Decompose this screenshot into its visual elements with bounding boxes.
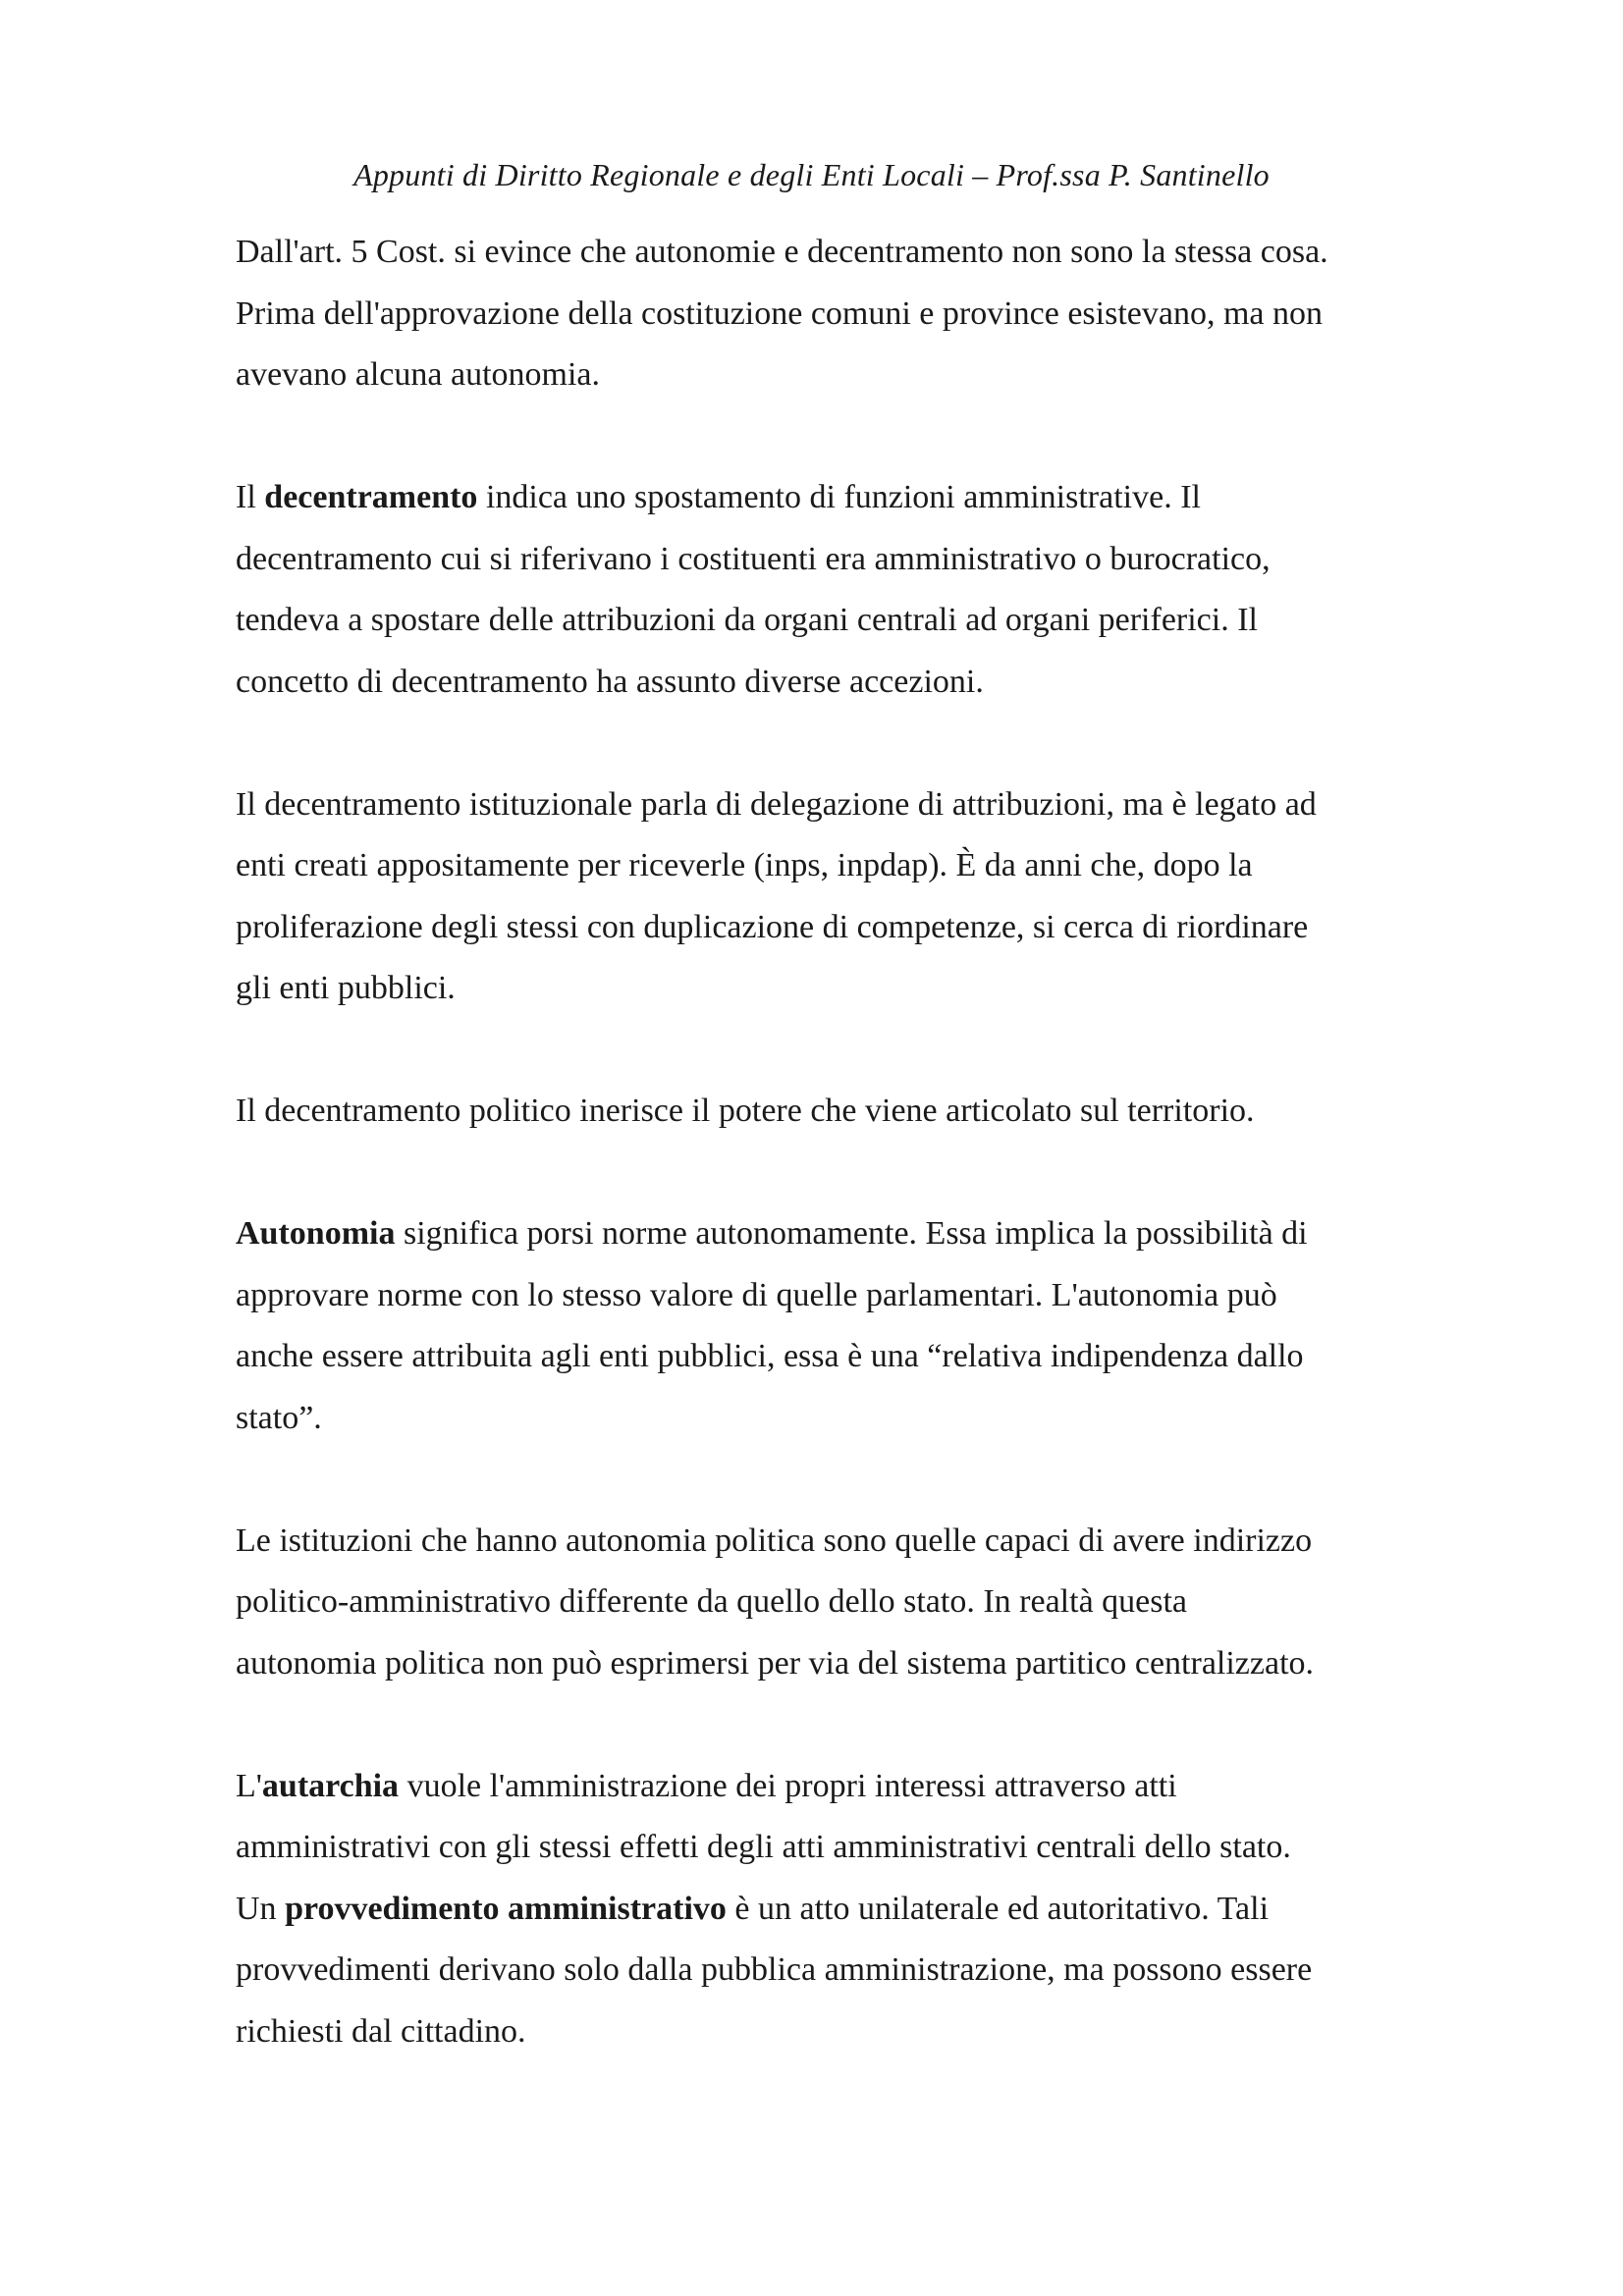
text-line <box>236 467 1414 529</box>
paragraph-decentramento <box>236 467 1414 713</box>
header-title: Appunti di Diritto Regionale e degli Enti Locali – Prof.ssa P. Santinello <box>353 157 1270 192</box>
text-line: Le istituzioni che hanno autonomia politica sono quelle capaci di avere indirizzo <box>236 1522 1313 1559</box>
text-line: decentramento cui si riferivano i costituenti era amministrativo o burocratico, <box>236 540 1271 577</box>
text-run: Un <box>236 1890 286 1927</box>
paragraph-autonomie-decentramento <box>236 222 1414 406</box>
term-autonomia: Autonomia <box>236 1215 396 1252</box>
text-run: indica uno spostamento di funzioni amministrative. Il <box>477 479 1201 515</box>
document-body <box>236 222 1414 2124</box>
text-line: enti creati appositamente per riceverle (inps, inpdap). È da anni che, dopo la <box>236 847 1253 883</box>
text-run: vuole l'amministrazione dei propri interessi attraverso atti <box>399 1767 1177 1804</box>
text-run: Il <box>236 479 265 515</box>
text-line: avevano alcuna autonomia. <box>236 356 601 393</box>
text-line: Il decentramento istituzionale parla di delegazione di attribuzioni, ma è legato ad <box>236 785 1317 823</box>
term-autarchia: autarchia <box>261 1767 400 1804</box>
term-provvedimento-amministrativo: provvedimento amministrativo <box>285 1890 727 1927</box>
paragraph-autonomia <box>236 1203 1414 1449</box>
text-line: tendeva a spostare delle attribuzioni da organi centrali ad organi periferici. Il <box>236 602 1258 638</box>
paragraph-decentramento-istituzionale <box>236 774 1414 1020</box>
text-line: Prima dell'approvazione della costituzione comuni e province esistevano, ma non <box>236 294 1324 332</box>
text-run: è un atto unilaterale ed autoritativo. Tali <box>726 1890 1270 1927</box>
text-line: politico-amministrativo differente da quello dello stato. In realtà questa <box>236 1583 1188 1620</box>
paragraph-autarchia <box>236 1756 1414 2063</box>
page-header <box>0 155 1623 194</box>
text-line: autonomia politica non può esprimersi per via del sistema partitico centralizzato. <box>236 1644 1315 1682</box>
text-line: Il decentramento politico inerisce il potere che viene articolato sul territorio. <box>236 1093 1255 1129</box>
text-line: Dall'art. 5 Cost. si evince che autonomie e decentramento non sono la stessa cosa. <box>236 234 1328 270</box>
text-run: significa porsi norme autonomamente. Essa implica la possibilità di <box>395 1215 1308 1252</box>
text-line: gli enti pubblici. <box>236 970 456 1006</box>
text-line: stato”. <box>236 1399 322 1436</box>
text-line <box>236 1203 1414 1265</box>
text-line <box>236 1879 1414 1941</box>
text-line: amministrativi con gli stessi effetti degli atti amministrativi centrali dello stato. <box>236 1829 1291 1865</box>
text-line <box>236 1756 1414 1818</box>
text-line: provvedimenti derivano solo dalla pubblica amministrazione, ma possono essere <box>236 1951 1313 1988</box>
paragraph-autonomia-politica <box>236 1511 1414 1695</box>
text-line: concetto di decentramento ha assunto diverse accezioni. <box>236 663 984 700</box>
text-line: richiesti dal cittadino. <box>236 2012 526 2050</box>
term-decentramento: decentramento <box>264 479 478 515</box>
paragraph-decentramento-politico <box>236 1081 1414 1143</box>
text-run: L' <box>236 1767 262 1804</box>
text-line: approvare norme con lo stesso valore di quelle parlamentari. L'autonomia può <box>236 1276 1277 1313</box>
text-line: anche essere attribuita agli enti pubblici, essa è una “relativa indipendenza dallo <box>236 1338 1304 1374</box>
text-line: proliferazione degli stessi con duplicazione di competenze, si cerca di riordinare <box>236 908 1309 945</box>
